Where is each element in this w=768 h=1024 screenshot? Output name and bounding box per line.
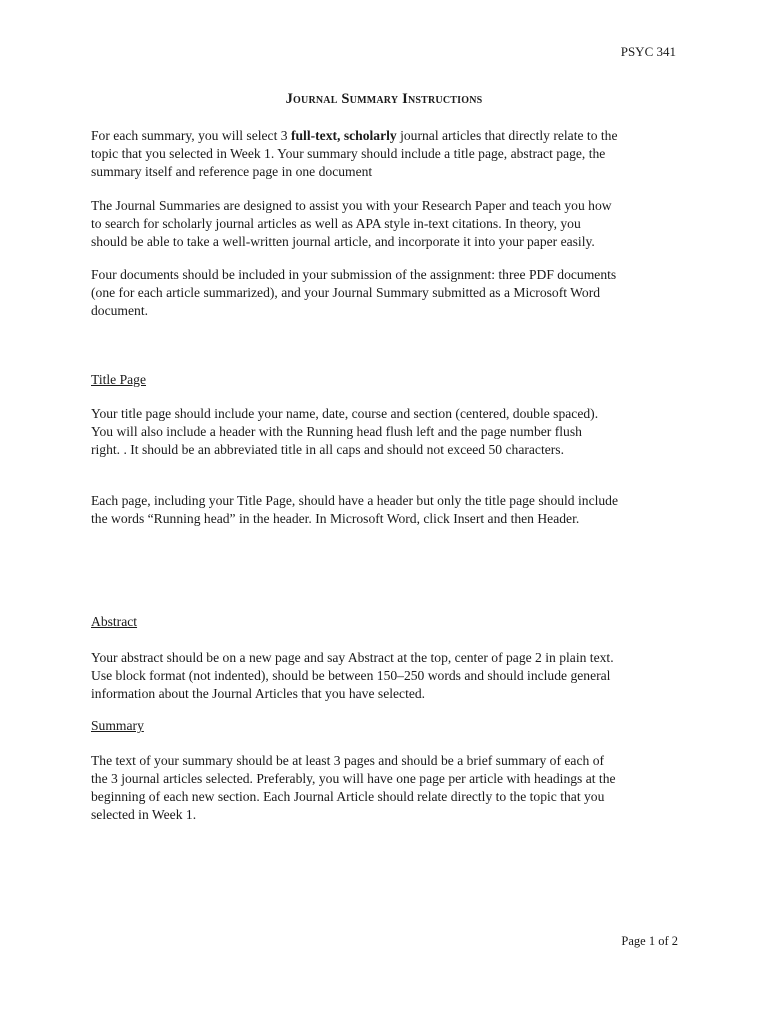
intro-line-1-end: journal articles that directly relate to the [396,128,618,143]
title-page-line: the words “Running head” in the header. In Microsoft Word, click Insert and then Header. [91,511,580,526]
intro-line-3: summary itself and reference page in one document [91,164,373,179]
purpose-line: to search for scholarly journal articles as well as APA style in-text citations. In theory, you [91,216,581,231]
intro-line-1-start: For each summary, you will select 3 [91,128,291,143]
title-page-line: You will also include a header with the Running head flush left and the page number flush [91,424,582,439]
title-page-paragraph-2 [91,492,691,528]
summary-paragraph [91,752,691,824]
page-number: Page 1 of 2 [621,934,678,948]
summary-heading: Summary [91,718,144,733]
abstract-line: information about the Journal Articles that you have selected. [91,686,426,701]
title-page-line: Your title page should include your name, date, course and section (centered, double spaced). [91,406,599,421]
purpose-paragraph [91,197,691,251]
purpose-line: should be able to take a well-written journal article, and incorporate it into your paper easily. [91,234,595,249]
summary-line: selected in Week 1. [91,807,197,822]
summary-line: beginning of each new section. Each Journal Article should relate directly to the topic that you [91,789,605,804]
title-page-paragraph-1 [91,405,691,459]
submission-line: Four documents should be included in your submission of the assignment: three PDF documents [91,267,617,282]
purpose-line: The Journal Summaries are designed to assist you with your Research Paper and teach you how [91,198,612,213]
title-page-line: Each page, including your Title Page, should have a header but only the title page should include [91,493,619,508]
submission-line: (one for each article summarized), and your Journal Summary submitted as a Microsoft Word [91,285,601,300]
page-title: Journal Summary Instructions [285,91,483,107]
intro-line-1 [91,127,691,145]
abstract-paragraph [91,649,691,703]
submission-paragraph [91,266,691,320]
summary-line: The text of your summary should be at least 3 pages and should be a brief summary of each of [91,753,605,768]
course-code: PSYC 341 [620,44,676,59]
abstract-line: Use block format (not indented), should be between 150–250 words and should include general [91,668,611,683]
title-page-heading: Title Page [91,372,147,387]
abstract-heading: Abstract [91,614,138,629]
intro-line-2: topic that you selected in Week 1. Your summary should include a title page, abstract page, the [91,146,606,161]
abstract-line: Your abstract should be on a new page and say Abstract at the top, center of page 2 in plain text. [91,650,614,665]
submission-line: document. [91,303,149,318]
intro-paragraph [91,127,691,181]
summary-line: the 3 journal articles selected. Preferably, you will have one page per article with headings at the [91,771,616,786]
intro-bold-phrase: full-text, scholarly [290,128,397,143]
title-page-line: right. . It should be an abbreviated title in all caps and should not exceed 50 characters. [91,442,564,457]
